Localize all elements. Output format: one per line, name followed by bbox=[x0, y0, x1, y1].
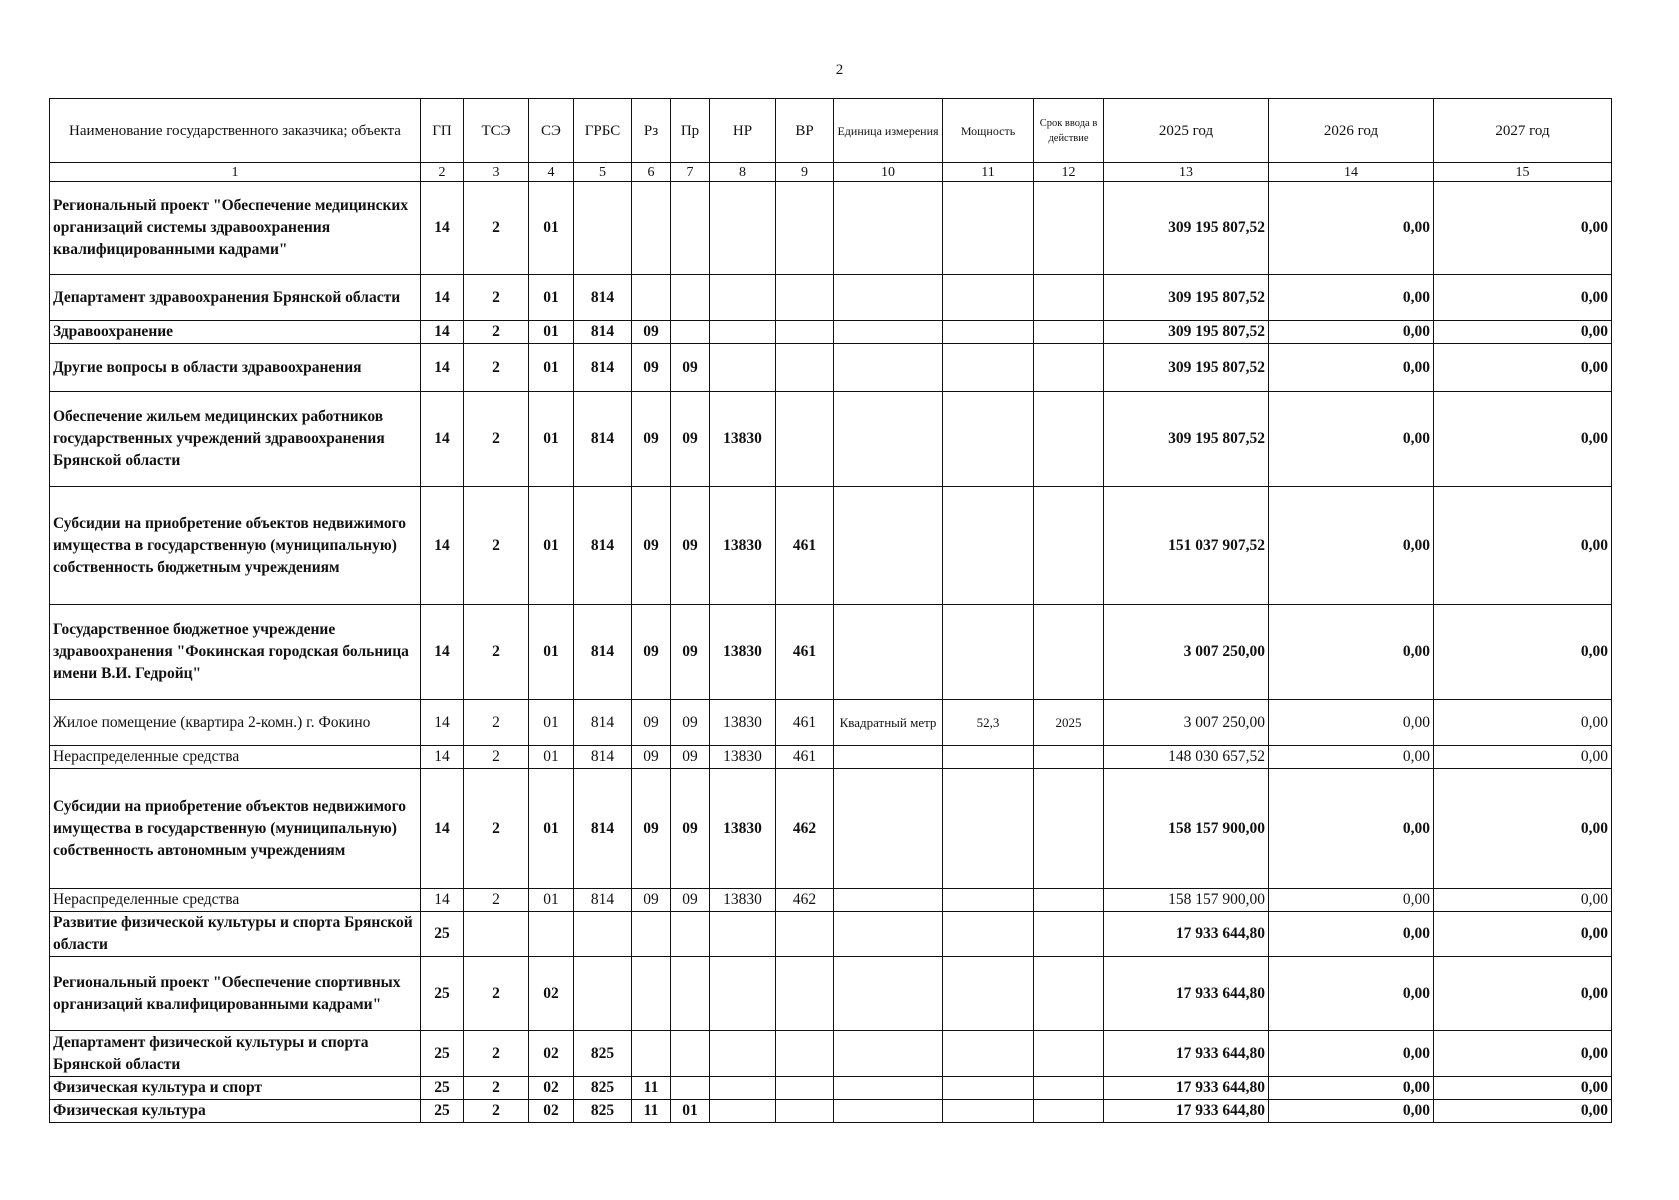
table-row bbox=[50, 1031, 1612, 1077]
table-body bbox=[50, 182, 1612, 1123]
table-row bbox=[50, 769, 1612, 889]
column-number-row bbox=[50, 163, 1612, 182]
cell-se: 01 bbox=[529, 769, 574, 889]
cell-term bbox=[1034, 746, 1104, 769]
cell-vr bbox=[776, 321, 834, 344]
column-number: 5 bbox=[574, 163, 632, 182]
cell-tse: 2 bbox=[464, 344, 529, 392]
cell-vr: 461 bbox=[776, 700, 834, 746]
cell-y2027: 0,00 bbox=[1434, 344, 1612, 392]
table-row bbox=[50, 1100, 1612, 1123]
cell-grbs bbox=[574, 957, 632, 1031]
cell-y2027: 0,00 bbox=[1434, 889, 1612, 912]
cell-se: 02 bbox=[529, 1077, 574, 1100]
cell-tse: 2 bbox=[464, 605, 529, 700]
cell-term: 2025 bbox=[1034, 700, 1104, 746]
header-capacity: Мощность bbox=[943, 99, 1034, 163]
cell-capacity bbox=[943, 392, 1034, 487]
cell-grbs: 814 bbox=[574, 700, 632, 746]
cell-name: Физическая культура bbox=[50, 1100, 421, 1123]
cell-tse: 2 bbox=[464, 1077, 529, 1100]
cell-vr bbox=[776, 392, 834, 487]
cell-name: Региональный проект "Обеспечение медицинских организаций системы здравоохранения квалифицированными кадрами" bbox=[50, 182, 421, 275]
cell-capacity bbox=[943, 912, 1034, 957]
cell-y2026: 0,00 bbox=[1269, 1031, 1434, 1077]
cell-rz: 09 bbox=[632, 889, 671, 912]
cell-nr: 13830 bbox=[710, 487, 776, 605]
cell-nr: 13830 bbox=[710, 769, 776, 889]
cell-y2025: 17 933 644,80 bbox=[1104, 1031, 1269, 1077]
header-vr: ВР bbox=[776, 99, 834, 163]
cell-gp: 25 bbox=[421, 1077, 464, 1100]
cell-term bbox=[1034, 957, 1104, 1031]
cell-pr: 09 bbox=[671, 889, 710, 912]
cell-nr bbox=[710, 912, 776, 957]
cell-unit: Квадратный метр bbox=[834, 700, 943, 746]
cell-y2026: 0,00 bbox=[1269, 957, 1434, 1031]
cell-y2025: 309 195 807,52 bbox=[1104, 392, 1269, 487]
cell-term bbox=[1034, 912, 1104, 957]
table-row bbox=[50, 700, 1612, 746]
cell-pr: 09 bbox=[671, 605, 710, 700]
header-grbs: ГРБС bbox=[574, 99, 632, 163]
cell-term bbox=[1034, 321, 1104, 344]
cell-unit bbox=[834, 344, 943, 392]
cell-term bbox=[1034, 275, 1104, 321]
cell-rz: 09 bbox=[632, 321, 671, 344]
cell-vr bbox=[776, 275, 834, 321]
cell-y2027: 0,00 bbox=[1434, 912, 1612, 957]
cell-gp: 14 bbox=[421, 700, 464, 746]
cell-unit bbox=[834, 1077, 943, 1100]
cell-unit bbox=[834, 605, 943, 700]
cell-unit bbox=[834, 769, 943, 889]
column-number: 1 bbox=[50, 163, 421, 182]
cell-unit bbox=[834, 1031, 943, 1077]
cell-capacity bbox=[943, 1077, 1034, 1100]
cell-grbs: 814 bbox=[574, 344, 632, 392]
cell-y2026: 0,00 bbox=[1269, 344, 1434, 392]
cell-grbs: 825 bbox=[574, 1031, 632, 1077]
header-2027: 2027 год bbox=[1434, 99, 1612, 163]
cell-unit bbox=[834, 275, 943, 321]
cell-gp: 14 bbox=[421, 182, 464, 275]
cell-term bbox=[1034, 182, 1104, 275]
cell-rz: 09 bbox=[632, 746, 671, 769]
cell-y2027: 0,00 bbox=[1434, 700, 1612, 746]
cell-y2025: 3 007 250,00 bbox=[1104, 605, 1269, 700]
cell-grbs: 814 bbox=[574, 769, 632, 889]
table-row bbox=[50, 392, 1612, 487]
cell-nr bbox=[710, 957, 776, 1031]
header-se: СЭ bbox=[529, 99, 574, 163]
cell-y2025: 17 933 644,80 bbox=[1104, 1077, 1269, 1100]
cell-rz: 09 bbox=[632, 769, 671, 889]
cell-y2026: 0,00 bbox=[1269, 275, 1434, 321]
cell-pr bbox=[671, 321, 710, 344]
cell-y2025: 17 933 644,80 bbox=[1104, 1100, 1269, 1123]
cell-term bbox=[1034, 605, 1104, 700]
table-row bbox=[50, 275, 1612, 321]
table-row bbox=[50, 889, 1612, 912]
column-number: 10 bbox=[834, 163, 943, 182]
cell-term bbox=[1034, 344, 1104, 392]
cell-capacity bbox=[943, 487, 1034, 605]
cell-capacity bbox=[943, 275, 1034, 321]
cell-name: Нераспределенные средства bbox=[50, 889, 421, 912]
column-number: 4 bbox=[529, 163, 574, 182]
cell-capacity bbox=[943, 182, 1034, 275]
cell-capacity bbox=[943, 957, 1034, 1031]
cell-pr bbox=[671, 275, 710, 321]
cell-name: Нераспределенные средства bbox=[50, 746, 421, 769]
cell-tse: 2 bbox=[464, 1031, 529, 1077]
cell-name: Другие вопросы в области здравоохранения bbox=[50, 344, 421, 392]
cell-vr: 462 bbox=[776, 769, 834, 889]
cell-rz: 09 bbox=[632, 392, 671, 487]
header-unit: Единица измерения bbox=[834, 99, 943, 163]
cell-grbs: 825 bbox=[574, 1077, 632, 1100]
cell-y2027: 0,00 bbox=[1434, 746, 1612, 769]
cell-nr bbox=[710, 275, 776, 321]
table-row bbox=[50, 487, 1612, 605]
cell-vr bbox=[776, 957, 834, 1031]
column-number: 11 bbox=[943, 163, 1034, 182]
cell-y2025: 148 030 657,52 bbox=[1104, 746, 1269, 769]
cell-pr: 01 bbox=[671, 1100, 710, 1123]
cell-capacity bbox=[943, 1100, 1034, 1123]
column-number: 8 bbox=[710, 163, 776, 182]
cell-term bbox=[1034, 392, 1104, 487]
cell-rz bbox=[632, 182, 671, 275]
header-pr: Пр bbox=[671, 99, 710, 163]
column-number: 3 bbox=[464, 163, 529, 182]
cell-capacity bbox=[943, 1031, 1034, 1077]
cell-nr bbox=[710, 1031, 776, 1077]
cell-unit bbox=[834, 1100, 943, 1123]
cell-nr: 13830 bbox=[710, 700, 776, 746]
cell-pr: 09 bbox=[671, 700, 710, 746]
cell-grbs bbox=[574, 182, 632, 275]
column-number: 2 bbox=[421, 163, 464, 182]
cell-rz: 11 bbox=[632, 1077, 671, 1100]
cell-y2027: 0,00 bbox=[1434, 1077, 1612, 1100]
cell-se: 02 bbox=[529, 957, 574, 1031]
cell-y2026: 0,00 bbox=[1269, 700, 1434, 746]
cell-rz: 11 bbox=[632, 1100, 671, 1123]
cell-gp: 14 bbox=[421, 889, 464, 912]
cell-gp: 14 bbox=[421, 392, 464, 487]
cell-gp: 14 bbox=[421, 605, 464, 700]
cell-y2026: 0,00 bbox=[1269, 769, 1434, 889]
column-number: 15 bbox=[1434, 163, 1612, 182]
header-2025: 2025 год bbox=[1104, 99, 1269, 163]
table-row bbox=[50, 321, 1612, 344]
cell-rz: 09 bbox=[632, 605, 671, 700]
cell-pr: 09 bbox=[671, 392, 710, 487]
cell-nr bbox=[710, 182, 776, 275]
cell-se: 01 bbox=[529, 344, 574, 392]
cell-se: 01 bbox=[529, 889, 574, 912]
cell-tse: 2 bbox=[464, 957, 529, 1031]
cell-grbs: 814 bbox=[574, 746, 632, 769]
cell-pr bbox=[671, 957, 710, 1031]
cell-name: Субсидии на приобретение объектов недвижимого имущества в государственную (муниципальную) собственность автономным учреждениям bbox=[50, 769, 421, 889]
cell-pr bbox=[671, 1077, 710, 1100]
column-number: 7 bbox=[671, 163, 710, 182]
cell-y2025: 309 195 807,52 bbox=[1104, 182, 1269, 275]
cell-gp: 25 bbox=[421, 912, 464, 957]
cell-capacity bbox=[943, 321, 1034, 344]
cell-y2025: 158 157 900,00 bbox=[1104, 769, 1269, 889]
header-gp: ГП bbox=[421, 99, 464, 163]
cell-rz bbox=[632, 957, 671, 1031]
cell-tse: 2 bbox=[464, 392, 529, 487]
cell-vr bbox=[776, 1077, 834, 1100]
cell-gp: 25 bbox=[421, 957, 464, 1031]
cell-rz bbox=[632, 912, 671, 957]
cell-se: 01 bbox=[529, 700, 574, 746]
cell-tse: 2 bbox=[464, 182, 529, 275]
cell-grbs: 825 bbox=[574, 1100, 632, 1123]
cell-grbs: 814 bbox=[574, 275, 632, 321]
cell-se: 02 bbox=[529, 1100, 574, 1123]
cell-y2027: 0,00 bbox=[1434, 1100, 1612, 1123]
header-row bbox=[50, 99, 1612, 163]
cell-y2026: 0,00 bbox=[1269, 746, 1434, 769]
cell-pr: 09 bbox=[671, 487, 710, 605]
cell-term bbox=[1034, 769, 1104, 889]
cell-y2025: 17 933 644,80 bbox=[1104, 957, 1269, 1031]
cell-y2027: 0,00 bbox=[1434, 275, 1612, 321]
cell-name: Департамент физической культуры и спорта Брянской области bbox=[50, 1031, 421, 1077]
cell-pr bbox=[671, 1031, 710, 1077]
cell-name: Жилое помещение (квартира 2-комн.) г. Фокино bbox=[50, 700, 421, 746]
cell-tse: 2 bbox=[464, 769, 529, 889]
cell-y2025: 3 007 250,00 bbox=[1104, 700, 1269, 746]
table-row bbox=[50, 957, 1612, 1031]
cell-tse: 2 bbox=[464, 275, 529, 321]
cell-unit bbox=[834, 182, 943, 275]
cell-nr bbox=[710, 1100, 776, 1123]
cell-y2027: 0,00 bbox=[1434, 182, 1612, 275]
column-number: 13 bbox=[1104, 163, 1269, 182]
cell-se bbox=[529, 912, 574, 957]
cell-grbs: 814 bbox=[574, 487, 632, 605]
cell-tse: 2 bbox=[464, 487, 529, 605]
cell-tse: 2 bbox=[464, 746, 529, 769]
table-row bbox=[50, 605, 1612, 700]
cell-se: 02 bbox=[529, 1031, 574, 1077]
cell-rz: 09 bbox=[632, 487, 671, 605]
cell-y2027: 0,00 bbox=[1434, 487, 1612, 605]
cell-y2027: 0,00 bbox=[1434, 605, 1612, 700]
cell-nr bbox=[710, 1077, 776, 1100]
cell-grbs: 814 bbox=[574, 321, 632, 344]
cell-term bbox=[1034, 1031, 1104, 1077]
cell-capacity: 52,3 bbox=[943, 700, 1034, 746]
table-row bbox=[50, 1077, 1612, 1100]
cell-tse: 2 bbox=[464, 889, 529, 912]
cell-vr: 462 bbox=[776, 889, 834, 912]
cell-se: 01 bbox=[529, 392, 574, 487]
cell-y2026: 0,00 bbox=[1269, 605, 1434, 700]
cell-unit bbox=[834, 746, 943, 769]
cell-se: 01 bbox=[529, 605, 574, 700]
cell-gp: 14 bbox=[421, 746, 464, 769]
cell-gp: 14 bbox=[421, 344, 464, 392]
cell-name: Государственное бюджетное учреждение здравоохранения "Фокинская городская больница имени В.И. Гедройц" bbox=[50, 605, 421, 700]
cell-y2026: 0,00 bbox=[1269, 392, 1434, 487]
cell-y2025: 17 933 644,80 bbox=[1104, 912, 1269, 957]
cell-term bbox=[1034, 1077, 1104, 1100]
cell-vr bbox=[776, 1100, 834, 1123]
cell-vr: 461 bbox=[776, 605, 834, 700]
cell-capacity bbox=[943, 769, 1034, 889]
cell-y2026: 0,00 bbox=[1269, 182, 1434, 275]
cell-unit bbox=[834, 957, 943, 1031]
cell-name: Здравоохранение bbox=[50, 321, 421, 344]
cell-tse: 2 bbox=[464, 700, 529, 746]
cell-y2025: 309 195 807,52 bbox=[1104, 275, 1269, 321]
header-tse: ТСЭ bbox=[464, 99, 529, 163]
cell-vr: 461 bbox=[776, 746, 834, 769]
table-row bbox=[50, 746, 1612, 769]
cell-name: Физическая культура и спорт bbox=[50, 1077, 421, 1100]
cell-gp: 25 bbox=[421, 1031, 464, 1077]
cell-term bbox=[1034, 1100, 1104, 1123]
cell-pr: 09 bbox=[671, 344, 710, 392]
cell-y2025: 158 157 900,00 bbox=[1104, 889, 1269, 912]
cell-name: Обеспечение жильем медицинских работников государственных учреждений здравоохранения Брянской области bbox=[50, 392, 421, 487]
cell-vr bbox=[776, 912, 834, 957]
column-number: 12 bbox=[1034, 163, 1104, 182]
cell-se: 01 bbox=[529, 321, 574, 344]
page-number: 2 bbox=[835, 62, 844, 78]
cell-y2025: 309 195 807,52 bbox=[1104, 344, 1269, 392]
cell-name: Развитие физической культуры и спорта Брянской области bbox=[50, 912, 421, 957]
cell-y2027: 0,00 bbox=[1434, 957, 1612, 1031]
cell-nr: 13830 bbox=[710, 392, 776, 487]
budget-table bbox=[49, 98, 1612, 1123]
cell-term bbox=[1034, 487, 1104, 605]
cell-y2025: 309 195 807,52 bbox=[1104, 321, 1269, 344]
cell-gp: 25 bbox=[421, 1100, 464, 1123]
cell-rz bbox=[632, 1031, 671, 1077]
header-2026: 2026 год bbox=[1269, 99, 1434, 163]
cell-nr: 13830 bbox=[710, 746, 776, 769]
cell-capacity bbox=[943, 344, 1034, 392]
header-nr: НР bbox=[710, 99, 776, 163]
cell-name: Департамент здравоохранения Брянской области bbox=[50, 275, 421, 321]
cell-unit bbox=[834, 487, 943, 605]
column-number: 6 bbox=[632, 163, 671, 182]
cell-y2025: 151 037 907,52 bbox=[1104, 487, 1269, 605]
cell-rz: 09 bbox=[632, 344, 671, 392]
cell-vr bbox=[776, 182, 834, 275]
cell-vr bbox=[776, 344, 834, 392]
cell-pr: 09 bbox=[671, 769, 710, 889]
table-row bbox=[50, 344, 1612, 392]
cell-name: Региональный проект "Обеспечение спортивных организаций квалифицированными кадрами" bbox=[50, 957, 421, 1031]
cell-term bbox=[1034, 889, 1104, 912]
cell-tse: 2 bbox=[464, 1100, 529, 1123]
cell-capacity bbox=[943, 605, 1034, 700]
cell-grbs: 814 bbox=[574, 392, 632, 487]
cell-y2026: 0,00 bbox=[1269, 1100, 1434, 1123]
cell-y2026: 0,00 bbox=[1269, 1077, 1434, 1100]
cell-se: 01 bbox=[529, 487, 574, 605]
cell-gp: 14 bbox=[421, 769, 464, 889]
cell-y2027: 0,00 bbox=[1434, 321, 1612, 344]
column-number: 14 bbox=[1269, 163, 1434, 182]
cell-unit bbox=[834, 321, 943, 344]
cell-y2026: 0,00 bbox=[1269, 912, 1434, 957]
cell-unit bbox=[834, 392, 943, 487]
header-rz: Рз bbox=[632, 99, 671, 163]
cell-y2026: 0,00 bbox=[1269, 487, 1434, 605]
cell-nr bbox=[710, 344, 776, 392]
column-number: 9 bbox=[776, 163, 834, 182]
cell-y2026: 0,00 bbox=[1269, 321, 1434, 344]
cell-grbs: 814 bbox=[574, 889, 632, 912]
cell-y2026: 0,00 bbox=[1269, 889, 1434, 912]
cell-gp: 14 bbox=[421, 487, 464, 605]
table-row bbox=[50, 912, 1612, 957]
cell-y2027: 0,00 bbox=[1434, 769, 1612, 889]
cell-capacity bbox=[943, 889, 1034, 912]
cell-gp: 14 bbox=[421, 275, 464, 321]
cell-pr: 09 bbox=[671, 746, 710, 769]
cell-pr bbox=[671, 912, 710, 957]
cell-pr bbox=[671, 182, 710, 275]
header-term: Срок ввода в действие bbox=[1034, 99, 1104, 163]
cell-y2027: 0,00 bbox=[1434, 392, 1612, 487]
cell-se: 01 bbox=[529, 275, 574, 321]
cell-capacity bbox=[943, 746, 1034, 769]
cell-nr: 13830 bbox=[710, 889, 776, 912]
cell-unit bbox=[834, 912, 943, 957]
cell-grbs: 814 bbox=[574, 605, 632, 700]
cell-se: 01 bbox=[529, 182, 574, 275]
cell-tse: 2 bbox=[464, 321, 529, 344]
cell-unit bbox=[834, 889, 943, 912]
cell-se: 01 bbox=[529, 746, 574, 769]
header-name: Наименование государственного заказчика; объекта bbox=[50, 99, 421, 163]
cell-y2027: 0,00 bbox=[1434, 1031, 1612, 1077]
cell-nr: 13830 bbox=[710, 605, 776, 700]
cell-vr bbox=[776, 1031, 834, 1077]
cell-tse bbox=[464, 912, 529, 957]
cell-rz: 09 bbox=[632, 700, 671, 746]
cell-vr: 461 bbox=[776, 487, 834, 605]
cell-gp: 14 bbox=[421, 321, 464, 344]
cell-nr bbox=[710, 321, 776, 344]
table-row bbox=[50, 182, 1612, 275]
cell-name: Субсидии на приобретение объектов недвижимого имущества в государственную (муниципальную) собственность бюджетным учреждениям bbox=[50, 487, 421, 605]
cell-rz bbox=[632, 275, 671, 321]
cell-grbs bbox=[574, 912, 632, 957]
